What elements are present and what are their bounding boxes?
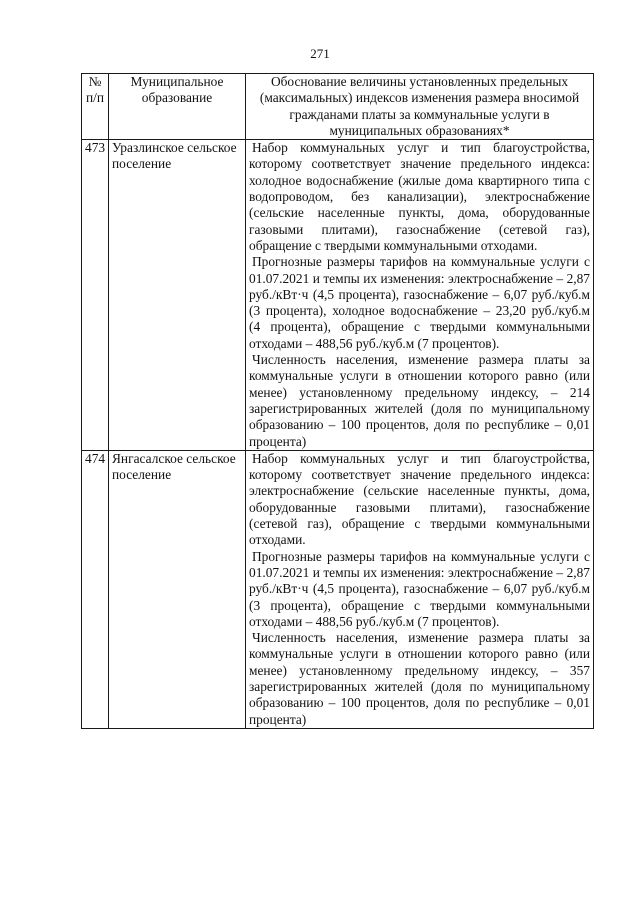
- header-number: № п/п: [82, 74, 109, 140]
- table-row: [82, 140, 594, 451]
- row-justification: [246, 140, 594, 451]
- justification-paragraph: Численность населения, изменение размера платы за коммунальные услуги в отношении которого равно (или менее) установленному предельному индексу, – 214 зарегистрированных жителей (доля по муниципальному образованию – 100 процентов, доля по республике – 0,01 процента): [249, 352, 590, 449]
- row-municipality: Уразлинское сельское поселение: [109, 140, 246, 451]
- row-number: 474: [82, 450, 109, 728]
- row-municipality: Янгасалское сельское поселение: [109, 450, 246, 728]
- tariff-index-table: [81, 73, 594, 729]
- row-number: 473: [82, 140, 109, 451]
- page-number: 271: [310, 46, 330, 61]
- header-municipality: Муниципальное образование: [109, 74, 246, 140]
- justification-paragraph: Прогнозные размеры тарифов на коммунальные услуги с 01.07.2021 и темпы их изменения: электроснабжение – 2,87 руб./кВт·ч (4,5 процента), газоснабжение – 6,07 руб./куб.м (3 процента), холодное водоснабжение – 23,20 руб./куб.м (4 процента), обращение с твердыми коммунальными отходами – 488,56 руб./куб.м (7 процентов).: [249, 254, 590, 351]
- justification-paragraph: Набор коммунальных услуг и тип благоустройства, которому соответствует значение предельного индекса: электроснабжение (сельские населенные пункты, дома, оборудованные газовыми плитами), газоснабжение (сетевой газ), обращение с твердыми коммунальными отходами.: [249, 450, 590, 548]
- row-justification: [246, 450, 594, 728]
- header-justification: Обоснование величины установленных предельных (максимальных) индексов изменения размера вносимой гражданами платы за коммунальные услуги в муниципальных образованиях*: [246, 74, 594, 140]
- justification-paragraph: Численность населения, изменение размера платы за коммунальные услуги в отношении которого равно (или менее) установленному предельному индексу, – 357 зарегистрированных жителей (доля по муниципальному образованию – 100 процентов, доля по республике – 0,01 процента): [249, 630, 590, 727]
- table-row: [82, 450, 594, 728]
- table-header-row: [82, 74, 594, 140]
- justification-paragraph: Набор коммунальных услуг и тип благоустройства, которому соответствует значение предельного индекса: холодное водоснабжение (жилые дома квартирного типа с водопроводом, без канализации), электроснабжение (сельские населенные пункты, дома, оборудованные газовыми плитами), газоснабжение (сетевой газ), обращение с твердыми коммунальными отходами.: [249, 140, 590, 253]
- justification-paragraph: Прогнозные размеры тарифов на коммунальные услуги с 01.07.2021 и темпы их изменения: электроснабжение – 2,87 руб./кВт·ч (4,5 процента), газоснабжение – 6,07 руб./куб.м (3 процента), обращение с твердыми коммунальными отходами – 488,56 руб./куб.м (7 процентов).: [249, 548, 590, 629]
